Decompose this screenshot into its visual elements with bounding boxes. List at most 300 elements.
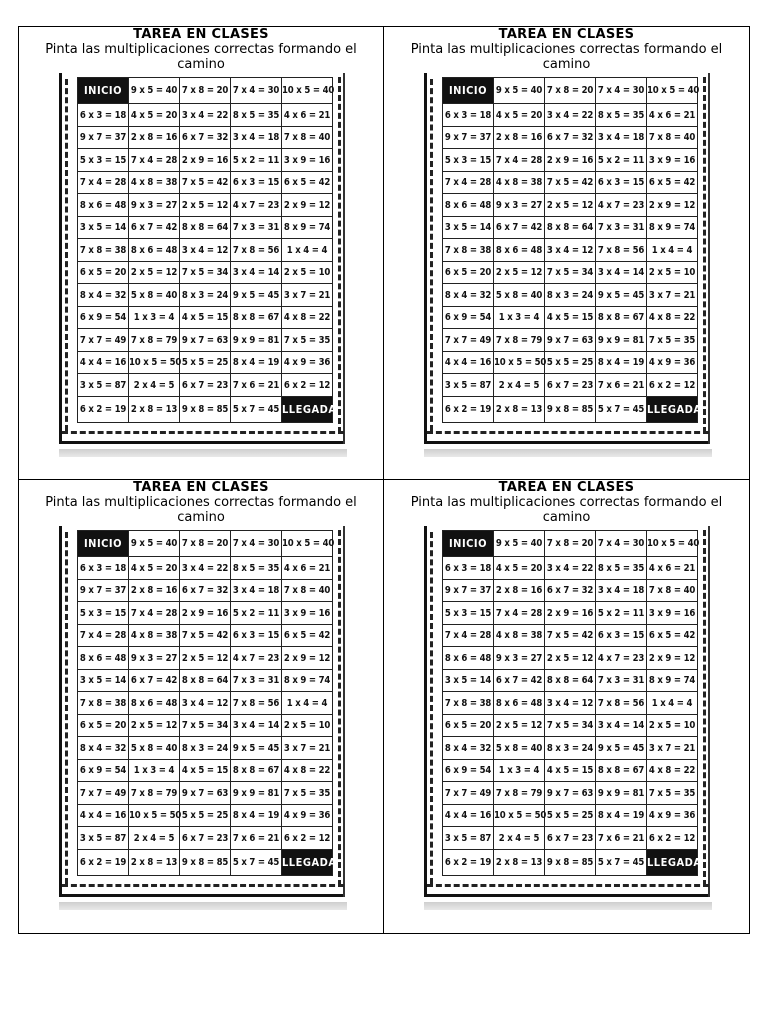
maze-cell[interactable]: 8 x 6 = 48 (78, 194, 129, 217)
maze-cell[interactable]: 9 x 9 = 81 (596, 329, 647, 352)
maze-cell[interactable]: 2 x 9 = 12 (282, 194, 333, 217)
maze-cell[interactable]: 6 x 7 = 23 (180, 827, 231, 850)
maze-cell[interactable]: 7 x 8 = 40 (647, 579, 698, 602)
maze-cell[interactable]: 8 x 3 = 24 (180, 737, 231, 760)
maze-cell[interactable]: 2 x 5 = 12 (180, 647, 231, 670)
maze-cell[interactable]: 10 x 5 = 40 (282, 531, 333, 557)
maze-cell[interactable]: 7 x 5 = 35 (282, 329, 333, 352)
maze-cell[interactable]: 6 x 5 = 20 (78, 261, 129, 284)
maze-cell[interactable]: 9 x 7 = 37 (443, 579, 494, 602)
maze-cell[interactable]: 7 x 5 = 42 (180, 171, 231, 194)
maze-cell[interactable]: 8 x 3 = 24 (180, 284, 231, 307)
maze-cell[interactable]: 4 x 5 = 20 (494, 104, 545, 127)
maze-cell[interactable]: 6 x 7 = 42 (129, 669, 180, 692)
maze-cell[interactable]: 4 x 4 = 16 (78, 351, 129, 374)
maze-cell[interactable]: 9 x 5 = 40 (494, 78, 545, 104)
maze-cell[interactable]: 8 x 3 = 24 (545, 284, 596, 307)
maze-cell[interactable]: 6 x 7 = 23 (545, 827, 596, 850)
maze-cell[interactable]: 6 x 3 = 18 (443, 557, 494, 580)
maze-cell[interactable]: 5 x 2 = 11 (596, 149, 647, 172)
maze-cell[interactable]: 7 x 6 = 21 (596, 827, 647, 850)
maze-cell[interactable]: 3 x 4 = 14 (231, 261, 282, 284)
maze-cell[interactable]: 3 x 5 = 14 (443, 216, 494, 239)
maze-cell[interactable]: 6 x 7 = 23 (545, 374, 596, 397)
maze-cell[interactable]: 2 x 5 = 10 (647, 261, 698, 284)
maze-cell[interactable]: 8 x 5 = 35 (231, 557, 282, 580)
maze-cell[interactable]: 5 x 8 = 40 (494, 284, 545, 307)
maze-cell[interactable]: 4 x 9 = 36 (282, 351, 333, 374)
maze-cell[interactable]: 9 x 7 = 63 (545, 782, 596, 805)
maze-cell[interactable]: 8 x 8 = 64 (545, 216, 596, 239)
maze-cell[interactable]: 4 x 5 = 20 (129, 557, 180, 580)
maze-cell[interactable]: 8 x 4 = 19 (596, 804, 647, 827)
maze-cell[interactable]: 4 x 5 = 15 (545, 306, 596, 329)
maze-cell[interactable]: 3 x 4 = 22 (545, 557, 596, 580)
maze-cell[interactable]: 7 x 5 = 35 (647, 329, 698, 352)
maze-cell[interactable]: 7 x 4 = 28 (78, 171, 129, 194)
maze-cell[interactable]: 4 x 8 = 22 (282, 306, 333, 329)
maze-cell[interactable]: 6 x 7 = 42 (129, 216, 180, 239)
maze-cell[interactable]: 7 x 7 = 49 (78, 329, 129, 352)
maze-cell[interactable]: 3 x 4 = 14 (231, 714, 282, 737)
maze-cell[interactable]: 2 x 8 = 16 (494, 126, 545, 149)
maze-cell[interactable]: 7 x 4 = 28 (129, 602, 180, 625)
maze-cell[interactable]: 8 x 9 = 74 (282, 669, 333, 692)
maze-cell[interactable]: 8 x 5 = 35 (596, 557, 647, 580)
maze-cell[interactable]: 4 x 6 = 21 (282, 557, 333, 580)
maze-cell[interactable]: 6 x 9 = 54 (443, 759, 494, 782)
maze-cell[interactable]: 6 x 3 = 15 (596, 171, 647, 194)
maze-cell[interactable]: 6 x 2 = 19 (78, 396, 129, 422)
maze-cell[interactable]: 8 x 4 = 32 (443, 737, 494, 760)
maze-cell[interactable]: 5 x 3 = 15 (443, 149, 494, 172)
maze-cell[interactable]: 6 x 9 = 54 (443, 306, 494, 329)
maze-cell[interactable]: 9 x 9 = 81 (596, 782, 647, 805)
maze-cell[interactable]: 3 x 7 = 21 (647, 737, 698, 760)
maze-cell[interactable]: 8 x 8 = 64 (545, 669, 596, 692)
maze-cell[interactable]: 5 x 7 = 45 (231, 396, 282, 422)
maze-cell[interactable]: 10 x 5 = 40 (647, 78, 698, 104)
maze-cell[interactable]: 4 x 9 = 36 (647, 804, 698, 827)
maze-cell[interactable]: 3 x 4 = 18 (596, 126, 647, 149)
maze-cell[interactable]: 4 x 5 = 15 (545, 759, 596, 782)
maze-start-cell[interactable]: INICIO (78, 531, 129, 557)
maze-cell[interactable]: 7 x 8 = 20 (180, 78, 231, 104)
maze-cell[interactable]: 5 x 5 = 25 (180, 351, 231, 374)
maze-cell[interactable]: 7 x 8 = 56 (231, 239, 282, 262)
maze-cell[interactable]: 6 x 3 = 18 (78, 557, 129, 580)
maze-cell[interactable]: 1 x 3 = 4 (494, 759, 545, 782)
maze-cell[interactable]: 7 x 3 = 31 (596, 669, 647, 692)
maze-cell[interactable]: 2 x 5 = 12 (180, 194, 231, 217)
maze-cell[interactable]: 3 x 4 = 22 (545, 104, 596, 127)
maze-cell[interactable]: 8 x 4 = 32 (443, 284, 494, 307)
maze-cell[interactable]: 2 x 5 = 12 (129, 261, 180, 284)
maze-cell[interactable]: 2 x 4 = 5 (129, 374, 180, 397)
maze-cell[interactable]: 7 x 8 = 79 (129, 329, 180, 352)
maze-cell[interactable]: 3 x 5 = 87 (78, 374, 129, 397)
maze-cell[interactable]: 4 x 6 = 21 (647, 557, 698, 580)
maze-cell[interactable]: 6 x 2 = 12 (282, 374, 333, 397)
maze-cell[interactable]: 9 x 7 = 63 (180, 329, 231, 352)
maze-cell[interactable]: 3 x 7 = 21 (647, 284, 698, 307)
maze-cell[interactable]: 6 x 7 = 32 (545, 126, 596, 149)
maze-cell[interactable]: 2 x 9 = 12 (647, 647, 698, 670)
maze-cell[interactable]: 2 x 4 = 5 (494, 374, 545, 397)
maze-cell[interactable]: 7 x 6 = 21 (231, 827, 282, 850)
maze-cell[interactable]: 2 x 5 = 10 (282, 714, 333, 737)
maze-cell[interactable]: 3 x 4 = 14 (596, 714, 647, 737)
maze-cell[interactable]: 3 x 4 = 18 (231, 579, 282, 602)
maze-cell[interactable]: 5 x 3 = 15 (78, 149, 129, 172)
maze-cell[interactable]: 7 x 5 = 42 (180, 624, 231, 647)
maze-cell[interactable]: 4 x 4 = 16 (443, 351, 494, 374)
maze-cell[interactable]: 5 x 7 = 45 (596, 396, 647, 422)
maze-cell[interactable]: 4 x 5 = 15 (180, 306, 231, 329)
maze-cell[interactable]: 8 x 6 = 48 (494, 692, 545, 715)
maze-cell[interactable]: 1 x 4 = 4 (282, 692, 333, 715)
maze-cell[interactable]: 2 x 9 = 12 (282, 647, 333, 670)
maze-cell[interactable]: 4 x 8 = 38 (494, 171, 545, 194)
maze-cell[interactable]: 7 x 3 = 31 (596, 216, 647, 239)
maze-cell[interactable]: 1 x 3 = 4 (494, 306, 545, 329)
maze-cell[interactable]: 9 x 9 = 81 (231, 329, 282, 352)
maze-cell[interactable]: 8 x 6 = 48 (494, 239, 545, 262)
maze-cell[interactable]: 8 x 8 = 67 (596, 759, 647, 782)
maze-cell[interactable]: 10 x 5 = 50 (494, 351, 545, 374)
maze-cell[interactable]: 5 x 7 = 45 (231, 849, 282, 875)
maze-cell[interactable]: 6 x 5 = 42 (647, 624, 698, 647)
maze-cell[interactable]: 2 x 8 = 16 (494, 579, 545, 602)
maze-cell[interactable]: 4 x 8 = 22 (647, 759, 698, 782)
maze-cell[interactable]: 6 x 3 = 18 (443, 104, 494, 127)
maze-cell[interactable]: 2 x 8 = 13 (129, 396, 180, 422)
maze-cell[interactable]: 9 x 7 = 63 (180, 782, 231, 805)
maze-cell[interactable]: 9 x 3 = 27 (494, 194, 545, 217)
maze-cell[interactable]: 1 x 3 = 4 (129, 759, 180, 782)
maze-cell[interactable]: 7 x 5 = 42 (545, 171, 596, 194)
maze-cell[interactable]: 7 x 8 = 20 (545, 531, 596, 557)
maze-cell[interactable]: 8 x 9 = 74 (647, 216, 698, 239)
maze-cell[interactable]: 9 x 7 = 63 (545, 329, 596, 352)
maze-cell[interactable]: 3 x 5 = 87 (443, 374, 494, 397)
maze-cell[interactable]: 7 x 8 = 79 (494, 329, 545, 352)
maze-cell[interactable]: 6 x 2 = 12 (647, 374, 698, 397)
maze-cell[interactable]: 8 x 8 = 67 (596, 306, 647, 329)
maze-cell[interactable]: 8 x 8 = 64 (180, 216, 231, 239)
maze-cell[interactable]: 6 x 5 = 20 (443, 261, 494, 284)
maze-cell[interactable]: 7 x 8 = 40 (647, 126, 698, 149)
maze-cell[interactable]: 8 x 4 = 19 (596, 351, 647, 374)
maze-cell[interactable]: 5 x 5 = 25 (180, 804, 231, 827)
maze-cell[interactable]: 5 x 7 = 45 (596, 849, 647, 875)
maze-cell[interactable]: 7 x 6 = 21 (596, 374, 647, 397)
maze-cell[interactable]: 10 x 5 = 40 (647, 531, 698, 557)
maze-cell[interactable]: 7 x 5 = 34 (180, 261, 231, 284)
maze-cell[interactable]: 7 x 4 = 28 (494, 149, 545, 172)
maze-cell[interactable]: 4 x 4 = 16 (443, 804, 494, 827)
maze-cell[interactable]: 1 x 4 = 4 (647, 239, 698, 262)
maze-cell[interactable]: 7 x 4 = 28 (494, 602, 545, 625)
maze-cell[interactable]: 2 x 5 = 10 (282, 261, 333, 284)
maze-cell[interactable]: 8 x 8 = 64 (180, 669, 231, 692)
maze-cell[interactable]: 2 x 9 = 16 (180, 149, 231, 172)
maze-cell[interactable]: 7 x 4 = 30 (231, 531, 282, 557)
maze-cell[interactable]: 5 x 5 = 25 (545, 804, 596, 827)
maze-cell[interactable]: 7 x 8 = 40 (282, 579, 333, 602)
maze-cell[interactable]: 7 x 4 = 28 (443, 624, 494, 647)
maze-cell[interactable]: 8 x 4 = 32 (78, 284, 129, 307)
maze-cell[interactable]: 7 x 8 = 38 (443, 239, 494, 262)
maze-cell[interactable]: 6 x 2 = 12 (647, 827, 698, 850)
maze-start-cell[interactable]: INICIO (78, 78, 129, 104)
maze-cell[interactable]: 7 x 8 = 79 (129, 782, 180, 805)
maze-cell[interactable]: 2 x 9 = 12 (647, 194, 698, 217)
maze-cell[interactable]: 6 x 7 = 32 (180, 126, 231, 149)
maze-cell[interactable]: 7 x 8 = 20 (180, 531, 231, 557)
maze-cell[interactable]: 10 x 5 = 50 (494, 804, 545, 827)
maze-cell[interactable]: 7 x 4 = 30 (596, 78, 647, 104)
maze-cell[interactable]: 3 x 4 = 12 (545, 239, 596, 262)
maze-cell[interactable]: 6 x 2 = 12 (282, 827, 333, 850)
maze-cell[interactable]: 4 x 8 = 38 (129, 171, 180, 194)
maze-cell[interactable]: 2 x 5 = 12 (494, 261, 545, 284)
maze-cell[interactable]: 4 x 5 = 15 (180, 759, 231, 782)
maze-cell[interactable]: 6 x 7 = 32 (180, 579, 231, 602)
maze-cell[interactable]: 8 x 5 = 35 (596, 104, 647, 127)
maze-cell[interactable]: 4 x 7 = 23 (231, 194, 282, 217)
maze-cell[interactable]: 1 x 4 = 4 (647, 692, 698, 715)
maze-cell[interactable]: 2 x 5 = 12 (545, 647, 596, 670)
maze-cell[interactable]: 9 x 5 = 40 (129, 531, 180, 557)
maze-cell[interactable]: 8 x 6 = 48 (129, 239, 180, 262)
maze-cell[interactable]: 3 x 9 = 16 (647, 602, 698, 625)
maze-cell[interactable]: 4 x 8 = 38 (494, 624, 545, 647)
maze-cell[interactable]: 6 x 5 = 20 (443, 714, 494, 737)
maze-cell[interactable]: 7 x 7 = 49 (443, 329, 494, 352)
maze-cell[interactable]: 4 x 7 = 23 (596, 194, 647, 217)
maze-cell[interactable]: 3 x 5 = 14 (78, 669, 129, 692)
maze-cell[interactable]: 4 x 8 = 22 (282, 759, 333, 782)
maze-finish-cell[interactable]: LLEGADA (282, 849, 333, 875)
maze-cell[interactable]: 3 x 5 = 87 (443, 827, 494, 850)
maze-cell[interactable]: 7 x 5 = 34 (545, 714, 596, 737)
maze-cell[interactable]: 9 x 8 = 85 (545, 396, 596, 422)
maze-cell[interactable]: 3 x 4 = 12 (180, 692, 231, 715)
maze-cell[interactable]: 7 x 8 = 56 (596, 239, 647, 262)
maze-cell[interactable]: 4 x 9 = 36 (282, 804, 333, 827)
maze-cell[interactable]: 5 x 8 = 40 (129, 284, 180, 307)
maze-start-cell[interactable]: INICIO (443, 78, 494, 104)
maze-cell[interactable]: 7 x 3 = 31 (231, 669, 282, 692)
maze-cell[interactable]: 5 x 3 = 15 (78, 602, 129, 625)
maze-cell[interactable]: 9 x 5 = 45 (596, 737, 647, 760)
maze-cell[interactable]: 3 x 4 = 22 (180, 104, 231, 127)
maze-cell[interactable]: 7 x 5 = 42 (545, 624, 596, 647)
maze-cell[interactable]: 6 x 5 = 42 (647, 171, 698, 194)
maze-cell[interactable]: 3 x 9 = 16 (282, 149, 333, 172)
maze-finish-cell[interactable]: LLEGADA (282, 396, 333, 422)
maze-cell[interactable]: 7 x 8 = 38 (78, 239, 129, 262)
maze-cell[interactable]: 6 x 7 = 23 (180, 374, 231, 397)
maze-cell[interactable]: 9 x 3 = 27 (494, 647, 545, 670)
maze-cell[interactable]: 5 x 2 = 11 (231, 149, 282, 172)
maze-cell[interactable]: 8 x 6 = 48 (443, 194, 494, 217)
maze-cell[interactable]: 3 x 4 = 12 (545, 692, 596, 715)
maze-cell[interactable]: 7 x 8 = 20 (545, 78, 596, 104)
maze-cell[interactable]: 8 x 6 = 48 (443, 647, 494, 670)
maze-cell[interactable]: 4 x 5 = 20 (494, 557, 545, 580)
maze-cell[interactable]: 9 x 5 = 40 (129, 78, 180, 104)
maze-cell[interactable]: 9 x 5 = 40 (494, 531, 545, 557)
maze-cell[interactable]: 8 x 9 = 74 (282, 216, 333, 239)
maze-cell[interactable]: 8 x 4 = 19 (231, 804, 282, 827)
maze-cell[interactable]: 3 x 4 = 14 (596, 261, 647, 284)
maze-cell[interactable]: 8 x 4 = 32 (78, 737, 129, 760)
maze-cell[interactable]: 6 x 3 = 18 (78, 104, 129, 127)
maze-cell[interactable]: 10 x 5 = 50 (129, 804, 180, 827)
maze-cell[interactable]: 2 x 9 = 16 (180, 602, 231, 625)
maze-cell[interactable]: 4 x 7 = 23 (231, 647, 282, 670)
maze-cell[interactable]: 4 x 6 = 21 (647, 104, 698, 127)
maze-cell[interactable]: 7 x 8 = 40 (282, 126, 333, 149)
maze-cell[interactable]: 8 x 6 = 48 (78, 647, 129, 670)
maze-cell[interactable]: 3 x 7 = 21 (282, 284, 333, 307)
maze-cell[interactable]: 2 x 5 = 12 (545, 194, 596, 217)
maze-cell[interactable]: 9 x 8 = 85 (180, 849, 231, 875)
maze-cell[interactable]: 7 x 8 = 79 (494, 782, 545, 805)
maze-cell[interactable]: 2 x 8 = 13 (129, 849, 180, 875)
maze-cell[interactable]: 5 x 2 = 11 (231, 602, 282, 625)
maze-cell[interactable]: 7 x 8 = 38 (443, 692, 494, 715)
maze-cell[interactable]: 2 x 4 = 5 (129, 827, 180, 850)
maze-cell[interactable]: 2 x 9 = 16 (545, 149, 596, 172)
maze-cell[interactable]: 4 x 6 = 21 (282, 104, 333, 127)
maze-cell[interactable]: 6 x 3 = 15 (231, 171, 282, 194)
maze-cell[interactable]: 7 x 4 = 28 (443, 171, 494, 194)
maze-cell[interactable]: 10 x 5 = 40 (282, 78, 333, 104)
maze-cell[interactable]: 1 x 4 = 4 (282, 239, 333, 262)
maze-cell[interactable]: 7 x 5 = 34 (180, 714, 231, 737)
maze-cell[interactable]: 6 x 3 = 15 (231, 624, 282, 647)
maze-cell[interactable]: 8 x 6 = 48 (129, 692, 180, 715)
maze-cell[interactable]: 4 x 8 = 22 (647, 306, 698, 329)
maze-cell[interactable]: 7 x 3 = 31 (231, 216, 282, 239)
maze-cell[interactable]: 4 x 4 = 16 (78, 804, 129, 827)
maze-cell[interactable]: 6 x 5 = 42 (282, 624, 333, 647)
maze-cell[interactable]: 9 x 5 = 45 (231, 284, 282, 307)
maze-cell[interactable]: 6 x 7 = 32 (545, 579, 596, 602)
maze-cell[interactable]: 8 x 3 = 24 (545, 737, 596, 760)
maze-cell[interactable]: 10 x 5 = 50 (129, 351, 180, 374)
maze-cell[interactable]: 9 x 9 = 81 (231, 782, 282, 805)
maze-cell[interactable]: 7 x 5 = 35 (282, 782, 333, 805)
maze-cell[interactable]: 2 x 8 = 16 (129, 579, 180, 602)
maze-cell[interactable]: 5 x 5 = 25 (545, 351, 596, 374)
maze-cell[interactable]: 4 x 5 = 20 (129, 104, 180, 127)
maze-cell[interactable]: 3 x 7 = 21 (282, 737, 333, 760)
maze-cell[interactable]: 7 x 7 = 49 (78, 782, 129, 805)
maze-cell[interactable]: 1 x 3 = 4 (129, 306, 180, 329)
maze-cell[interactable]: 7 x 4 = 30 (596, 531, 647, 557)
maze-cell[interactable]: 3 x 4 = 18 (596, 579, 647, 602)
maze-cell[interactable]: 3 x 4 = 22 (180, 557, 231, 580)
maze-cell[interactable]: 8 x 4 = 19 (231, 351, 282, 374)
maze-finish-cell[interactable]: LLEGADA (647, 849, 698, 875)
maze-cell[interactable]: 7 x 8 = 56 (596, 692, 647, 715)
maze-cell[interactable]: 8 x 8 = 67 (231, 306, 282, 329)
maze-cell[interactable]: 6 x 3 = 15 (596, 624, 647, 647)
maze-start-cell[interactable]: INICIO (443, 531, 494, 557)
maze-cell[interactable]: 6 x 9 = 54 (78, 306, 129, 329)
maze-cell[interactable]: 9 x 5 = 45 (596, 284, 647, 307)
maze-cell[interactable]: 3 x 5 = 14 (78, 216, 129, 239)
maze-cell[interactable]: 2 x 9 = 16 (545, 602, 596, 625)
maze-cell[interactable]: 2 x 8 = 13 (494, 396, 545, 422)
maze-cell[interactable]: 2 x 4 = 5 (494, 827, 545, 850)
maze-cell[interactable]: 7 x 4 = 28 (129, 149, 180, 172)
maze-cell[interactable]: 9 x 3 = 27 (129, 194, 180, 217)
maze-cell[interactable]: 5 x 2 = 11 (596, 602, 647, 625)
maze-cell[interactable]: 9 x 5 = 45 (231, 737, 282, 760)
maze-cell[interactable]: 2 x 8 = 13 (494, 849, 545, 875)
maze-cell[interactable]: 7 x 8 = 56 (231, 692, 282, 715)
maze-finish-cell[interactable]: LLEGADA (647, 396, 698, 422)
maze-cell[interactable]: 9 x 7 = 37 (78, 126, 129, 149)
maze-cell[interactable]: 2 x 5 = 10 (647, 714, 698, 737)
maze-cell[interactable]: 2 x 8 = 16 (129, 126, 180, 149)
maze-cell[interactable]: 6 x 9 = 54 (78, 759, 129, 782)
maze-cell[interactable]: 6 x 7 = 42 (494, 216, 545, 239)
maze-cell[interactable]: 8 x 5 = 35 (231, 104, 282, 127)
maze-cell[interactable]: 5 x 3 = 15 (443, 602, 494, 625)
maze-cell[interactable]: 5 x 8 = 40 (129, 737, 180, 760)
maze-cell[interactable]: 6 x 2 = 19 (443, 396, 494, 422)
maze-cell[interactable]: 5 x 8 = 40 (494, 737, 545, 760)
maze-cell[interactable]: 7 x 5 = 35 (647, 782, 698, 805)
maze-cell[interactable]: 4 x 7 = 23 (596, 647, 647, 670)
maze-cell[interactable]: 9 x 8 = 85 (180, 396, 231, 422)
maze-cell[interactable]: 9 x 7 = 37 (443, 126, 494, 149)
maze-cell[interactable]: 2 x 5 = 12 (494, 714, 545, 737)
maze-cell[interactable]: 3 x 4 = 12 (180, 239, 231, 262)
maze-cell[interactable]: 7 x 4 = 30 (231, 78, 282, 104)
maze-cell[interactable]: 7 x 8 = 38 (78, 692, 129, 715)
maze-cell[interactable]: 9 x 3 = 27 (129, 647, 180, 670)
maze-cell[interactable]: 9 x 8 = 85 (545, 849, 596, 875)
maze-cell[interactable]: 3 x 5 = 87 (78, 827, 129, 850)
maze-cell[interactable]: 7 x 5 = 34 (545, 261, 596, 284)
maze-cell[interactable]: 8 x 8 = 67 (231, 759, 282, 782)
maze-cell[interactable]: 2 x 5 = 12 (129, 714, 180, 737)
maze-cell[interactable]: 8 x 9 = 74 (647, 669, 698, 692)
maze-cell[interactable]: 6 x 5 = 42 (282, 171, 333, 194)
maze-cell[interactable]: 7 x 7 = 49 (443, 782, 494, 805)
maze-cell[interactable]: 3 x 5 = 14 (443, 669, 494, 692)
maze-cell[interactable]: 6 x 2 = 19 (443, 849, 494, 875)
maze-cell[interactable]: 7 x 6 = 21 (231, 374, 282, 397)
maze-cell[interactable]: 3 x 4 = 18 (231, 126, 282, 149)
maze-cell[interactable]: 7 x 4 = 28 (78, 624, 129, 647)
maze-cell[interactable]: 6 x 5 = 20 (78, 714, 129, 737)
maze-cell[interactable]: 4 x 9 = 36 (647, 351, 698, 374)
maze-cell[interactable]: 6 x 7 = 42 (494, 669, 545, 692)
maze-cell[interactable]: 6 x 2 = 19 (78, 849, 129, 875)
maze-cell[interactable]: 3 x 9 = 16 (647, 149, 698, 172)
maze-cell[interactable]: 3 x 9 = 16 (282, 602, 333, 625)
maze-cell[interactable]: 9 x 7 = 37 (78, 579, 129, 602)
maze-cell[interactable]: 4 x 8 = 38 (129, 624, 180, 647)
